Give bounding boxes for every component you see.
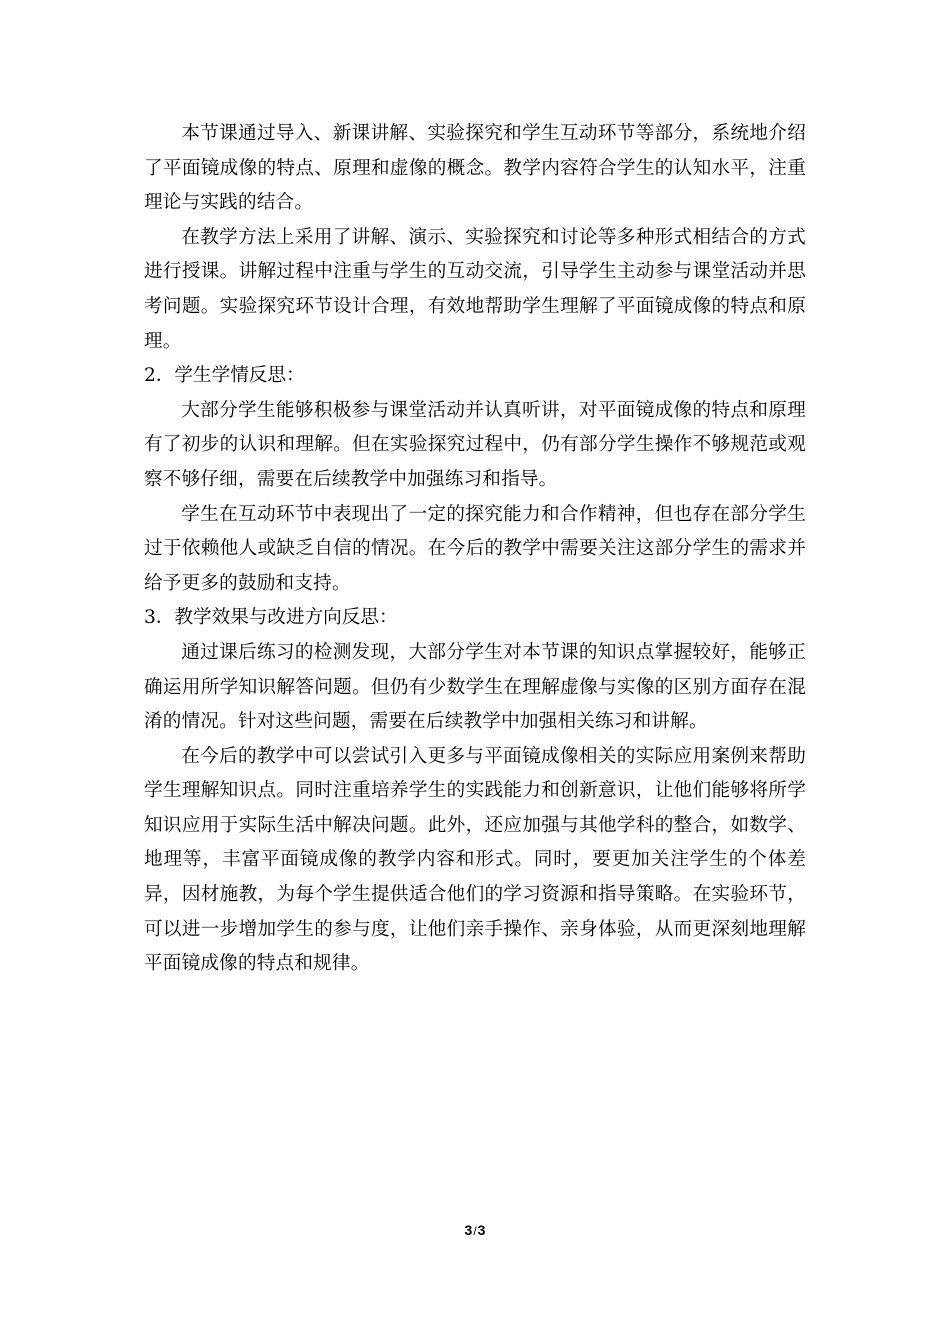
paragraph-future-improvements: 在今后的教学中可以尝试引入更多与平面镜成像相关的实际应用案例来帮助学生理解知识点。同时注重培养学生的实践能力和创新意识，让他们能够将所学知识应用于实际生活中解决问题。此外，还应加强与其他学科的整合，如数学、地理等，丰富平面镜成像的教学内容和形式。同时，要更加关注学生的个体差异，因材施教，为每个学生提供适合他们的学习资源和指导策略。在实验环节，可以进一步增加学生的参与度，让他们亲手操作、亲身体验，从而更深刻地理解平面镜成像的特点和规律。 bbox=[144, 745, 806, 975]
section-heading-student-reflection: 2．学生学情反思： bbox=[144, 365, 305, 387]
section-heading-effect-improvement: 3．教学效果与改进方向反思： bbox=[144, 607, 398, 629]
paragraph-student-participation: 大部分学生能够积极参与课堂活动并认真听讲，对平面镜成像的特点和原理有了初步的认识和理解。但在实验探究过程中，仍有部分学生操作不够规范或观察不够仔细，需要在后续教学中加强练习和指导。 bbox=[144, 399, 806, 490]
paragraph-teaching-method: 在教学方法上采用了讲解、演示、实验探究和讨论等多种形式相结合的方式进行授课。讲解过程中注重与学生的互动交流，引导学生主动参与课堂活动并思考问题。实验探究环节设计合理，有效地帮助学生理解了平面镜成像的特点和原理。 bbox=[144, 226, 806, 352]
paragraph-practice-results: 通过课后练习的检测发现，大部分学生对本节课的知识点掌握较好，能够正确运用所学知识解答问题。但仍有少数学生在理解虚像与实像的区别方面存在混淆的情况。针对这些问题，需要在后续教学中加强相关练习和讲解。 bbox=[144, 641, 806, 733]
total-page-count: 3 bbox=[477, 1222, 486, 1238]
paragraph-intro-summary: 本节课通过导入、新课讲解、实验探究和学生互动环节等部分，系统地介绍了平面镜成像的特点、原理和虚像的概念。教学内容符合学生的认知水平，注重理论与实践的结合。 bbox=[144, 123, 806, 214]
page-separator: / bbox=[473, 1224, 477, 1238]
page-number bbox=[0, 1222, 950, 1238]
document-body bbox=[144, 117, 806, 982]
current-page-number: 3 bbox=[464, 1222, 473, 1238]
paragraph-student-interaction: 学生在互动环节中表现出了一定的探究能力和合作精神，但也存在部分学生过于依赖他人或缺乏自信的情况。在今后的教学中需要关注这部分学生的需求并给予更多的鼓励和支持。 bbox=[144, 503, 806, 594]
